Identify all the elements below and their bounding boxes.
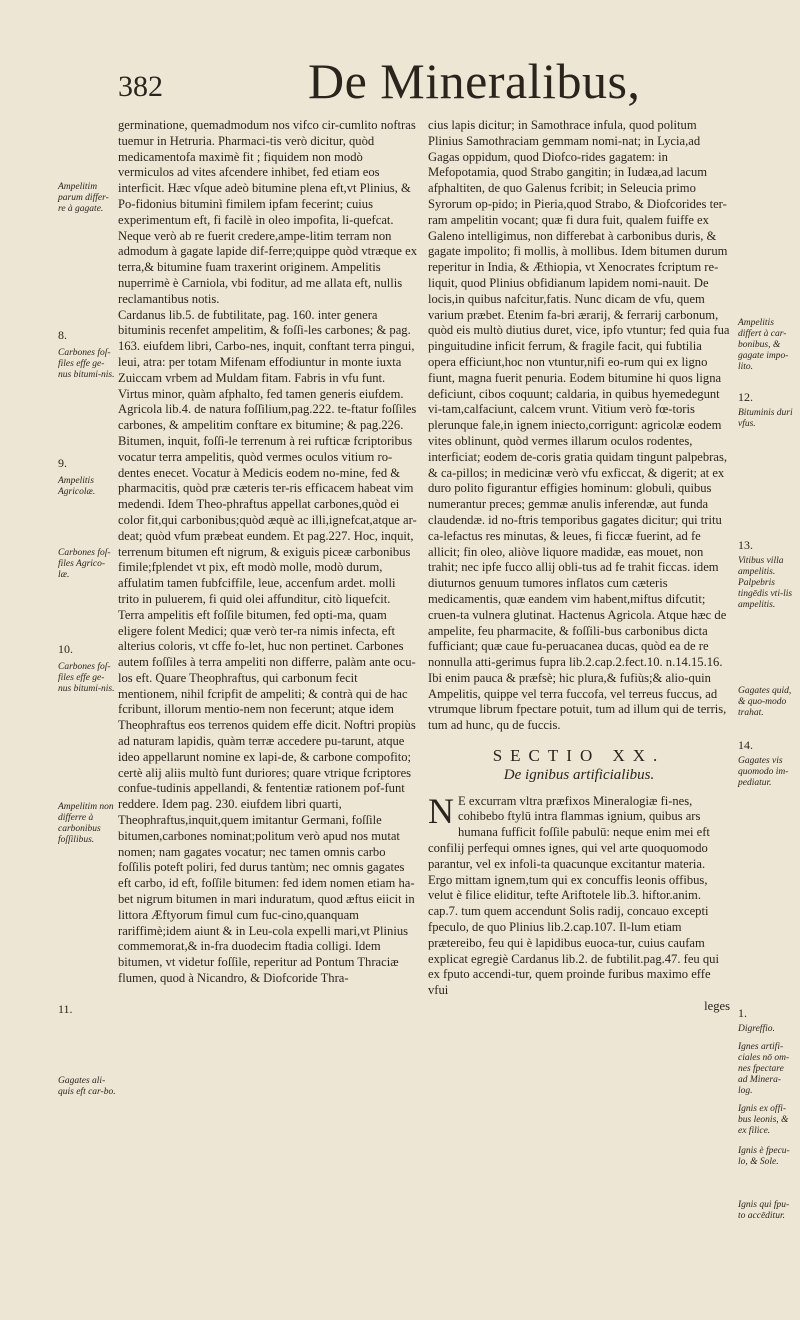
margin-note: Ampelitis Agricolæ. bbox=[58, 476, 96, 497]
margin-note: Ampelitis differt à car-bonibus, & gagate impo-lito. bbox=[738, 318, 789, 372]
left-column bbox=[118, 118, 418, 987]
page-number: 382 bbox=[118, 70, 163, 103]
paragraph: Agricola lib.4. de natura foſſilium,pag.222. te-ftatur foſſiles carbones, & ampelitim conftare ex bitumine; & pag.226. Bitumen, inquit, foſſi-le terrenum à rei rufticæ fcriptoribus vocatur terra ampelitis, quòd vermes oculos vitium ro-dentes enecet. Vocatur à Medicis eodem no-mine, fed & pharmacitis, quòd præ cæteris ter-ris efficacem habeat vim medendi. Idem Theo-phraftus appellat carbones,quòd ei color fit,qui carbonibus;quòd æquè ac illi,ignefcat,atque ar-deat; quòd vfum præbeat eundem. Et pag.227. Hoc, inquit, terrenum bitumen eft nigrum, & exiguis piceæ carbonibus fimile;fplendet vt pix, eft modò molle, modò durum, affulatim tamen fubfciffile, leue, accenfum ardet. molli trito in puluerem, fi quid olei affunditur, citò liquefcit. Terra ampelitis eft foſſile bitumen, fed opti-ma, quam eligere folent Medici; quæ verò ter-ra nimis infecta, eft alterius coloris, vt cffe fo-let, huc non pertinet. Carbones autem foſſiles à terra ampeliti non differre, palàm ante ocu-los eft. Quare Theophraftus, qui carbonum fecit mentionem, nihil fcripfit de ampeliti; & contrà qui de hac fcribunt, illorum mentio-nem non fecerunt; atque idem Theophraftus eos terrenos quidem effe dicit. Noftri propiùs ad naturam lapidis, quàm terræ accedere pu-tarunt, atque ideo appellarunt nomine ex lapi-de, & carbone compofito; certè alij aliis multò funt duriores; quare vtrique fcriptores confue-tudinis appellandi, & fententiæ rationem pof-funt reddere. Idem pag. 230. eiufdem libri quarti, Theophraftus,inquit,quem imitantur Germani, foſſile bitumen,carbones nominat;politum verò apud nos mutat nomen; nam gagates vocatur; nec tamen omnis carbo foſſilis poteft poliri, fed durus tantùm; nec omnis gagates eft carbo, id eft, foſſile bitumen: fed idem nomen etiam ha-bet nigrum bitumen in mari induratum, quod æftus eiicit in littora Æftyorum fimul cum fuc-cino,quanquam rariffimè;idem aiunt & in Leu-cola expelli mari,vt Plinius commemorat,& in-fra duodecim ftadia colligi. Idem bitumen, vt videtur foſſile, reperitur ad Pontum Thraciæ flumen, quod à Nicandro, & Diofcoride Thra- bbox=[118, 402, 417, 986]
right-column bbox=[428, 118, 730, 1015]
margin-number: 11. bbox=[58, 1002, 73, 1016]
margin-note: Ignis ex offi-bus leonis, & ex filice. bbox=[738, 1104, 789, 1136]
paragraph: germinatione, quemadmodum nos vifco cir-cumlito noftras tuemur in Hetruria. Pharmaci-tis verò dicitur, quòd medicamentofa maximè fit ; fiquidem non modò vermiculos ad vites afcendere inhibet, fed etiam eos interficit. Hæc vſque adeò bitumine plena eft,vt Plinius, & Po-fidonius bituminì fimilem ipfam fecerint; cuius experimentum eft, fi facilè in oleo impofita, li-quefcat. Neque verò ab re fuerit credere,ampe-litim terram non admodum à gagate lapide dif-ferre;quippe quòd vtræque ex terra,& bitumine fuam traxerint originem. Ampelitis nuperrimè è Carniola, vbi foditur, ad me allata eft, nullis reclamantibus notis. bbox=[118, 118, 417, 306]
catchword: leges bbox=[704, 999, 730, 1014]
paragraph: cius lapis dicitur; in Samothrace infula, quod politum Plinius Samothraciam gemmam nomi-nat; in Lycia,ad Gagas oppidum, quod Diofco-rides gagatem: in Mefopotamia, quod Strabo gangitin; in Iudæa,ad lacum afphaltiten, de quo Galenus fcribit; in Seleucia primo Syrorum op-pido; in Pieria,quod Strabo, & Diofcorides ter-ram ampelitin vocant; quæ fi dura fuit, qualem fuiffe ex Galeno intelligimus, non differebat à carbonibus duris, & gagate impolito; fi mollis, à mollibus. Idem bitumen durum reperitur in India, & Æthiopia, vt Xenocrates fcriptum re-liquit, quod Plinius obfidianum lapidem nomi-nauit. De locis,in quibus nafcitur,fatis. Nunc dicam de vfu, quem varium præbet. Etenim fa-bri ærarij, & ferrarij carbonum, quòd eis multò diutius duret, vice, ipfo vtuntur; fed quia fua pinguitudine inficit ferrum, & fragile facit, qui fubtilia opera efficiunt,hoc non vtuntur,nifi eo-rum qui ex ligno fiunt, magna fuerit penuria. Eodem bitumine hi quos ligna deficiunt, cibos coquunt; caldaria, in quibus hyemedegunt vi-tam,calfaciunt, calcem vrunt. Vitium verò fœ-toris plerunque fale,in ignem iniecto,corrigunt: agricolæ eodem vites oblinunt, quòd vermes illarum oculos rodentes, interficiat; eodem de-coris gratia quidam tingunt palpebras, & ca-pillos; in medicinæ verò vfu exficcat, & digerit; at ex duro polito figurantur effigies hominum: globuli, quibus numerantur preces; gemmæ anulis inferendæ, aut funda claudendæ. id no-ftris temporibus gagates dicitur; qui tritu ca-lefactus res minutas, & leues, fi ficcæ fuerint, ad fe allicit; fin oleo, aliòve liquore madidæ, eas mouet, non trahit; nec ipfe fucco allij obli-tus ad fe trahit ficcas. idem diuturnos genuum tumores inflatos cum cæteris medicamentis, quæ eandem vim habent,miftus difcutit; cruen-ta vulnera glutinat. Hactenus Agricola. Atque hæc de ampelite, feu pharmacite, & foſſili-bus carbonibus dicta fufficiant; quæ caue fu-peruacanea ducas, quòd ea de re nonnulla atti-gerimus fupra lib.2.cap.2.fect.10. n.14.15.16. Ibi enim pauca & præfsè; hic plura,& fufiùs;& alio-quin Ampelitis, quippe vel terra fuccofa, vel terreus fuccus, ad vtrumque librum fpectare potuit, tum ad illum qui de terris, tum ad hunc, qu de fuccis. bbox=[428, 118, 730, 733]
margin-note: Carbones foſ-files effe ge-nus bitumi-nis. bbox=[58, 348, 115, 380]
margin-number: 12. bbox=[738, 390, 753, 404]
drop-initial: N bbox=[428, 790, 454, 831]
margin-number: 10. bbox=[58, 642, 73, 656]
margin-number: 14. bbox=[738, 738, 753, 752]
margin-number: 13. bbox=[738, 538, 753, 552]
section-body bbox=[428, 790, 730, 999]
margin-note: Gagates quid, & quo-modo trahat. bbox=[738, 686, 792, 718]
margin-note: Gagates ali-quis eft car-bo. bbox=[58, 1076, 116, 1097]
section-text: E excurram vltra præfixos Mineralogiæ fi-nes, cohibebo ftylū intra flammas ignium, quibus ars humana fufficit foſſile pabulū: neque enim mei eft confilij perfequi omnes ignes, qui vel arte quoquomodo parantur, vel ex infoli-ta quacunque excitantur materia. Ergo mittam ignem,tum qui ex concuffis leonis offibus, velut è filice eliditur, tefte Ariftotele lib.3. hiftor.anim. cap.7. tum quem accendunt Solis radij, concauo excepti fpeculo, de quo Plinius lib.2.cap.107. Il-lum etiam prætereibo, feu qui è lapidibus euoca-tur, cuius caufam explicat egregiè Cardanus lib.2. de fubtilit.pag.47. feu qui ex fputo accendi-tur, quem proinde furibus maximo effe vfui bbox=[428, 793, 719, 998]
margin-number: 9. bbox=[58, 456, 67, 470]
margin-note: Ampelitim non differre à carbonibus foſſilibus. bbox=[58, 802, 114, 845]
margin-note: Ampelitim parum differ-re à gagate. bbox=[58, 182, 109, 214]
margin-note: Carbones foſ-files Agrico-læ. bbox=[58, 548, 111, 580]
margin-number: 1. bbox=[738, 1006, 747, 1020]
margin-note: Digreffio. bbox=[738, 1024, 775, 1034]
margin-note: Bituminis duri vfus. bbox=[738, 408, 793, 429]
margin-note: Carbones foſ-files effe ge-nus bitumi-nis. bbox=[58, 662, 115, 694]
section-subtitle: De ignibus artificialibus. bbox=[503, 766, 655, 783]
margin-note: Gagates vis quomodo im-pediatur. bbox=[738, 756, 789, 788]
page-header bbox=[118, 52, 738, 108]
margin-note: Ignes artifi-ciales nō om-nes fpectare ad Minera-log. bbox=[738, 1042, 790, 1096]
margin-note: Ignis è fpecu-lo, & Sole. bbox=[738, 1146, 790, 1167]
margin-note: Ignis qui fpu-to accēditur. bbox=[738, 1200, 790, 1221]
paragraph: Cardanus lib.5. de fubtilitate, pag. 160. inter genera bituminis recenfet ampelitim, & foſſi-les carbones; & pag. 163. eiufdem libri, Carbo-nes, inquit, conftant terra pingui, leui, atra: per totam Mifenam effodiuntur in monte iuxta Zuiccam vrbem ad Muldam fitam. Fabris in vfu funt. Virtus minor, quàm afphalto, fed tamen generis eiufdem. bbox=[118, 307, 415, 401]
running-title: De Mineralibus, bbox=[308, 53, 641, 109]
section-title: SECTIO XX. bbox=[492, 746, 666, 766]
margin-number: 8. bbox=[58, 328, 67, 342]
margin-note: Vitibus villa ampelitis. Palpebris tingēdis vti-lis ampelitis. bbox=[738, 556, 793, 610]
